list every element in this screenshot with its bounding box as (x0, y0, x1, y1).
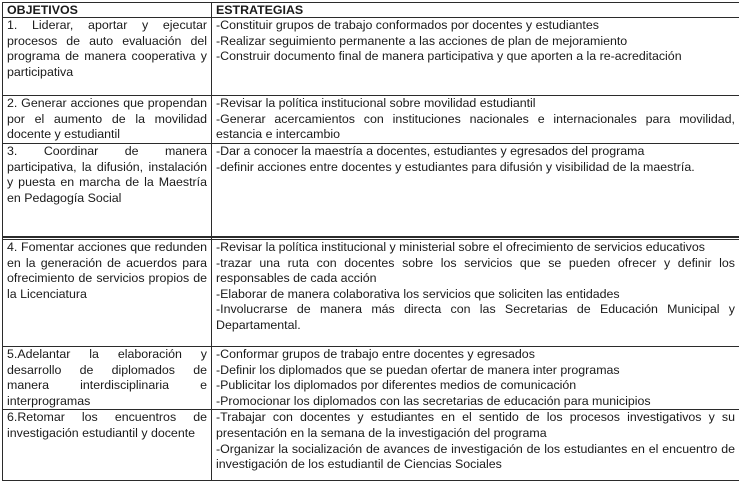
objetivo-cell: 6.Retomar los encuentros de investigación estudiantil y docente (3, 410, 212, 481)
estrategias-cell (212, 347, 740, 410)
objetivo-cell: 1. Liderar, aportar y ejecutar procesos de auto evaluación del programa de manera cooperativa y participativa (3, 18, 212, 96)
objectives-strategies-table-container (2, 2, 739, 488)
estrategia-item: -Publicitar los diplomados por diferentes medios de comunicación (216, 378, 577, 393)
estrategias-cell (212, 410, 740, 481)
estrategia-item: -Involucrarse de manera más directa con las Secretarias de Educación Municipal y Departamental. (216, 302, 735, 332)
estrategia-item: -Definir los diplomados que se puedan ofertar de manera inter programas (216, 362, 620, 377)
header-objetivos: OBJETIVOS (3, 3, 212, 18)
estrategia-item: -Generar acercamientos con instituciones nacionales e internacionales para movilidad, estancia e intercambio (216, 111, 735, 142)
table-row (3, 144, 740, 238)
objetivo-cell: 2. Generar acciones que propendan por el aumento de la movilidad docente y estudiantil (3, 96, 212, 144)
estrategias-cell (212, 18, 740, 96)
estrategia-item: -Organizar la socialización de avances de investigación de los estudiantes en el encuentro de investigación de los estudiantil de Ciencias Sociales (216, 441, 735, 472)
header-estrategias: ESTRATEGIAS (212, 3, 740, 18)
estrategias-cell (212, 240, 740, 347)
estrategias-cell (212, 144, 740, 238)
table-row (3, 410, 740, 481)
objetivo-cell: 5.Adelantar la elaboración y desarrollo de diplomados de manera interdisciplinaria e interprogramas (3, 347, 212, 410)
table-row (3, 347, 740, 410)
estrategia-item: -Constituir grupos de trabajo conformados por docentes y estudiantes (216, 18, 599, 32)
estrategia-item: -trazar una ruta con docentes sobre los servicios que se pueden ofrecer y definir los responsables de cada acción (216, 255, 735, 286)
estrategia-item: -Elaborar de manera colaborativa los servicios que soliciten las entidades (216, 286, 620, 301)
estrategia-item: -Construir documento final de manera participativa y que aporten a la re-acreditación (216, 49, 682, 64)
estrategia-item: -definir acciones entre docentes y estudiantes para difusión y visibilidad de la maestría. (216, 159, 695, 174)
estrategia-item: -Realizar seguimiento permanente a las acciones de plan de mejoramiento (216, 33, 628, 48)
objetivo-cell: 4. Fomentar acciones que redunden en la generación de acuerdos para ofrecimiento de servicios propios de la Licenciatura (3, 240, 212, 347)
objetivo-cell: 3. Coordinar de manera participativa, la difusión, instalación y puesta en marcha de la Maestría en Pedagogía Social (3, 144, 212, 238)
table-row (3, 18, 740, 96)
estrategia-item: -Trabajar con docentes y estudiantes en el sentido de los procesos investigativos y su presentación en la semana de la investigación del programa (216, 410, 735, 440)
estrategia-item: -Dar a conocer la maestría a docentes, estudiantes y egresados del programa (216, 144, 645, 158)
header-row (3, 3, 740, 18)
table-row (3, 96, 740, 144)
estrategia-item: -Promocionar los diplomados con las secretarias de educación para municipios (216, 393, 651, 408)
estrategia-item: -Conformar grupos de trabajo entre docentes y egresados (216, 347, 535, 361)
estrategias-cell (212, 96, 740, 144)
table-row (3, 240, 740, 347)
objectives-strategies-table (2, 2, 739, 481)
estrategia-item: -Revisar la política institucional y ministerial sobre el ofrecimiento de servicios educativos (216, 240, 705, 254)
estrategia-item: -Revisar la política institucional sobre movilidad estudiantil (216, 96, 536, 110)
